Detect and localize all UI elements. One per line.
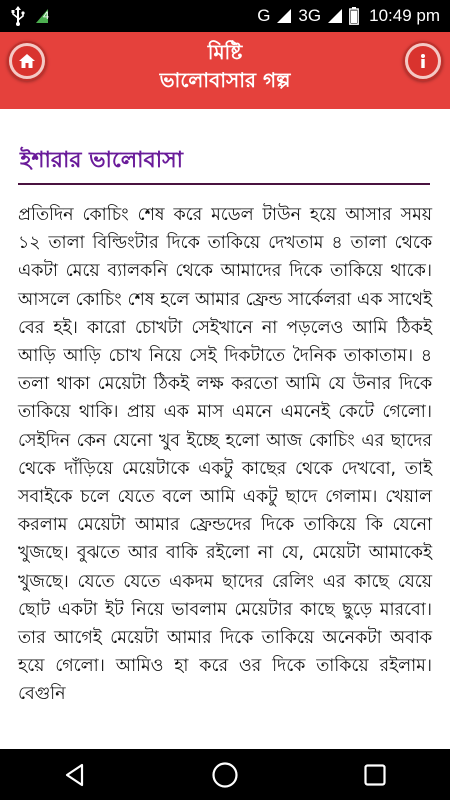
notification-badge: 4 <box>43 10 50 22</box>
notification-icon <box>34 7 50 25</box>
home-circle-icon <box>211 761 239 789</box>
home-nav-button[interactable] <box>195 749 255 800</box>
story-title: ইশারার ভালোবাসা <box>20 148 184 173</box>
story-content[interactable] <box>0 109 450 749</box>
navigation-bar <box>0 749 450 800</box>
wifi-icon <box>276 8 292 24</box>
app-subtitle: ভালোবাসার গল্প <box>159 68 291 92</box>
recents-icon <box>363 763 387 787</box>
recents-button[interactable] <box>345 749 405 800</box>
network-type-label-2: 3G <box>298 6 322 25</box>
battery-icon <box>349 7 359 25</box>
info-button[interactable] <box>403 41 443 81</box>
back-icon <box>62 762 88 788</box>
app-header <box>0 32 450 109</box>
story-body: প্রতিদিন কোচিং শেষ করে মডেল টাউন হয়ে আসার সময় ১২ তালা বিল্ডিংটার দিকে তাকিয়ে দেখতাম ৪ তালা থেকে একটা মেয়ে ব্যালকনি থেকে আমাদের দিকে তাকিয়ে থাকে। আসলে কোচিং শেষ হলে আমার ফ্রেন্ড সার্কেলরা এক সাথেই বের হই। কারো চোখটা সেইখানে না পড়লেও আমি ঠিকই আড়ি আড়ি চোখ নিয়ে সেই দিকটাতে দৈনিক তাকাতাম। ৪ তলা থাকা মেয়েটা ঠিকই লক্ষ করতো আমি যে উনার দিকে তাকিয়ে থাকি। প্রায় এক মাস এমনে এমনেই কেটে গেলো। সেইদিন কেন যেনো খুব ইচ্ছে হলো আজ কোচিং এর ছাদের থেকে দাঁড়িয়ে মেয়েটাকে একটু কাছের থেকে দেখবো, তাই সবাইকে চলে যেতে বলে আমি একটু ছাদে গেলাম। খেয়াল করলাম মেয়েটা আমার ফ্রেন্ডদের দিকে তাকিয়ে কি যেনো খুজছে। বুঝতে আর বাকি রইলো না যে, মেয়েটা আমাকেই খুজছে। যেতে যেতে একদম ছাদের রেলিং এর কাছে যেয়ে ছোট একটা ইট নিয়ে ভাবলাম মেয়েটার কাছে ছুড়ে মারবো। তার আগেই মেয়েটা আমার দিকে তাকিয়ে অনেকটা অবাক হয়ে গেলো। আমিও হা করে ওর দিকে তাকিয়ে রইলাম। বেগুনি <box>18 205 432 705</box>
signal-icon <box>327 8 343 24</box>
info-icon <box>414 52 432 70</box>
app-title: মিষ্টি <box>207 40 243 64</box>
home-button[interactable] <box>7 41 47 81</box>
status-bar <box>0 0 450 32</box>
title-divider <box>18 183 430 185</box>
usb-icon <box>10 6 26 26</box>
clock: 10:49 pm <box>369 6 440 25</box>
network-type-label: G <box>257 6 271 25</box>
home-icon <box>18 52 36 70</box>
back-button[interactable] <box>45 749 105 800</box>
